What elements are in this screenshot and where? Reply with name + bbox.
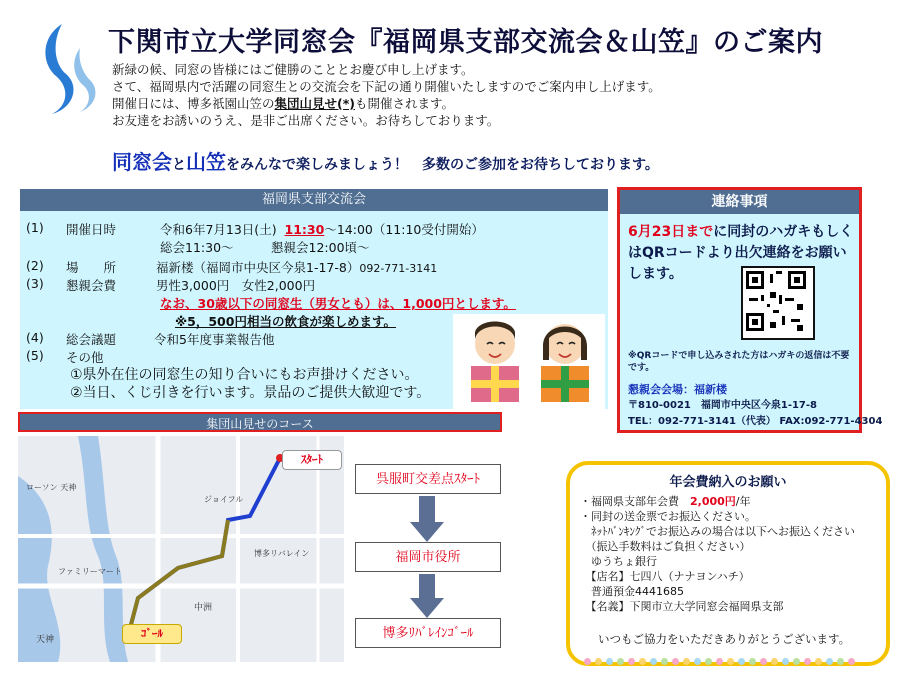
qr-note: ※QRコードで申し込みされた方はハガキの返信は不要です。 — [628, 351, 850, 373]
fee-line-5: ゆうちょ銀行 — [580, 555, 657, 568]
flow-step-city-hall: 福岡市役所 — [355, 542, 501, 572]
meeting-row-4 — [26, 330, 275, 347]
fee-note-youth: なお、30歳以下の同窓生（男女とも）は、1,000円とします。 — [160, 296, 516, 311]
meeting-row-5b: ②当日、くじ引きを行います。景品のご提供大歓迎です。 — [70, 385, 431, 401]
alumni-logo — [22, 18, 106, 118]
intro-line-3-pre: 開催日には、博多祇園山笠の — [112, 96, 275, 111]
meeting-heading: 福岡県支部交流会 — [20, 189, 608, 211]
map-label-nakasu: 中洲 — [194, 603, 213, 613]
fee-line-1-post: /年 — [735, 495, 751, 508]
start-tag: ｽﾀｰﾄ — [282, 450, 342, 470]
fee-line-2: ・同封の送金票でお振込ください。 — [580, 510, 756, 523]
page-title: 下関市立大学同窓会『福岡県支部交流会＆山笠』のご案内 — [108, 27, 823, 58]
map-label-riverain: 博多リバレイン — [254, 549, 310, 558]
meeting-row-2 — [26, 258, 438, 275]
course-heading: 集団山見せのコース — [18, 412, 502, 432]
flow-step-goal: 博多ﾘﾊﾞﾚｲﾝｺﾞｰﾙ — [355, 618, 501, 648]
row-2-label: 場 所 — [66, 260, 117, 275]
goal-tag: ｺﾞｰﾙ — [122, 624, 182, 644]
slogan-yamakasa: 山笠 — [186, 150, 226, 174]
meeting-row-1 — [26, 220, 484, 237]
intro-line-3-post: も開催されます。 — [354, 96, 454, 111]
parade-route-map[interactable] — [18, 436, 344, 662]
row-2-num: (2) — [26, 258, 44, 273]
decorative-dots — [584, 650, 859, 669]
people-with-gifts-illustration — [453, 314, 605, 410]
yamakasa-emphasis: 集団山見せ(*) — [274, 96, 355, 111]
fee-amount: 2,000円 — [690, 495, 736, 508]
row-4-label: 総会議題 — [66, 332, 117, 347]
venue-info — [628, 382, 882, 430]
venue-address: 福新楼（福岡市中央区今泉1-17-8） — [156, 260, 360, 275]
meeting-row-3 — [26, 276, 316, 293]
fee-line-6: 【店名】七四八（ナナヨンハチ） — [580, 570, 750, 583]
venue-tel: 092-771-3141 — [359, 262, 438, 275]
row-2-value — [156, 258, 437, 276]
row-4-num: (4) — [26, 330, 44, 345]
fee-line-1 — [580, 494, 855, 509]
fee-line-4: （振込手数料はご負担ください） — [580, 540, 751, 553]
rsvp-instruction: に同封のハガキもしくはQRコードより出欠連絡をお願いします。 — [628, 224, 854, 282]
intro-text — [112, 61, 661, 129]
map-label-joyfull: ジョイフル — [204, 495, 244, 504]
row-4-value: 令和5年度事業報告他 — [154, 332, 275, 347]
event-date: 令和6年7月13日(土) — [160, 222, 277, 237]
map-label-lawson: ローソン 天神 — [26, 483, 77, 492]
venue-phone-fax: TEL：092-771-3141（代表） FAX:092-771-4304 — [628, 416, 883, 427]
qr-code-pattern — [743, 268, 809, 334]
qr-code[interactable] — [741, 266, 815, 340]
event-start-time: 11:30 — [284, 222, 325, 237]
row-5-num: (5) — [26, 348, 44, 363]
intro-line-4: お友達をお誘いのうえ、是非ご出席ください。お待ちしております。 — [112, 113, 500, 128]
flow-step-start: 呉服町交差点ｽﾀｰﾄ — [355, 464, 501, 494]
intro-line-2: さて、福岡県内で活躍の同窓生との交流会を下記の通り開催いたしますのでご案内申し上げます。 — [112, 79, 661, 94]
meeting-row-5 — [26, 348, 104, 365]
fee-line-1-pre: ・福岡県支部年会費 — [580, 495, 690, 508]
row-3-num: (3) — [26, 276, 44, 291]
venue-label: 懇親会会場：福新楼 — [628, 383, 727, 396]
fee-body — [580, 494, 855, 614]
row-3-label: 懇親会費 — [66, 278, 117, 293]
arrow-down-icon — [410, 574, 444, 618]
event-time-rest: ～14:00（11:10受付開始） — [324, 222, 484, 237]
row-3-value: 男性3,000円 女性2,000円 — [156, 278, 316, 293]
row-5-label: その他 — [66, 350, 104, 365]
meeting-row-5a: ①県外在住の同窓生の知り合いにもお声掛けください。 — [70, 367, 419, 383]
intro-line-3 — [112, 95, 661, 112]
fee-line-7: 普通預金4441685 — [580, 585, 684, 598]
fee-title: 年会費納入のお願い — [669, 475, 787, 490]
slogan — [112, 146, 659, 175]
fee-thanks: いつもご協力をいただきありがとうございます。 — [598, 632, 851, 646]
slogan-rest: をみんなで楽しみましょう！ 多数のご参加をお待ちしております。 — [226, 157, 659, 173]
map-label-tenjin: 天神 — [36, 635, 55, 645]
contact-heading: 連絡事項 — [620, 190, 859, 214]
row-1-num: (1) — [26, 220, 44, 235]
fee-note-food: ※5，500円相当の飲食が楽しめます。 — [175, 314, 396, 329]
annual-fee-box — [566, 461, 890, 666]
map-label-familymart: ファミリーマート — [58, 567, 122, 576]
contact-box — [617, 187, 883, 433]
rsvp-deadline: 6月23日まで — [628, 224, 714, 240]
slogan-alumni: 同窓会 — [112, 150, 172, 174]
slogan-and: と — [172, 157, 186, 173]
intro-line-1: 新緑の候、同窓の皆様にはご健勝のこととお慶び申し上げます。 — [112, 62, 474, 77]
fee-line-8: 【名義】下関市立大学同窓会福岡県支部 — [580, 600, 784, 613]
meeting-row-1b: 総会11:30～ 懇親会12:00頃～ — [160, 240, 370, 255]
venue-address-line: 〒810-0021 福岡市中央区今泉1-17-8 — [628, 400, 817, 411]
row-1-label: 開催日時 — [66, 222, 117, 237]
fee-line-3: ﾈｯﾄﾊﾞﾝｷﾝｸﾞでお振込みの場合は以下へお振込ください — [580, 525, 855, 538]
row-1-value — [160, 220, 484, 238]
arrow-down-icon — [410, 496, 444, 542]
